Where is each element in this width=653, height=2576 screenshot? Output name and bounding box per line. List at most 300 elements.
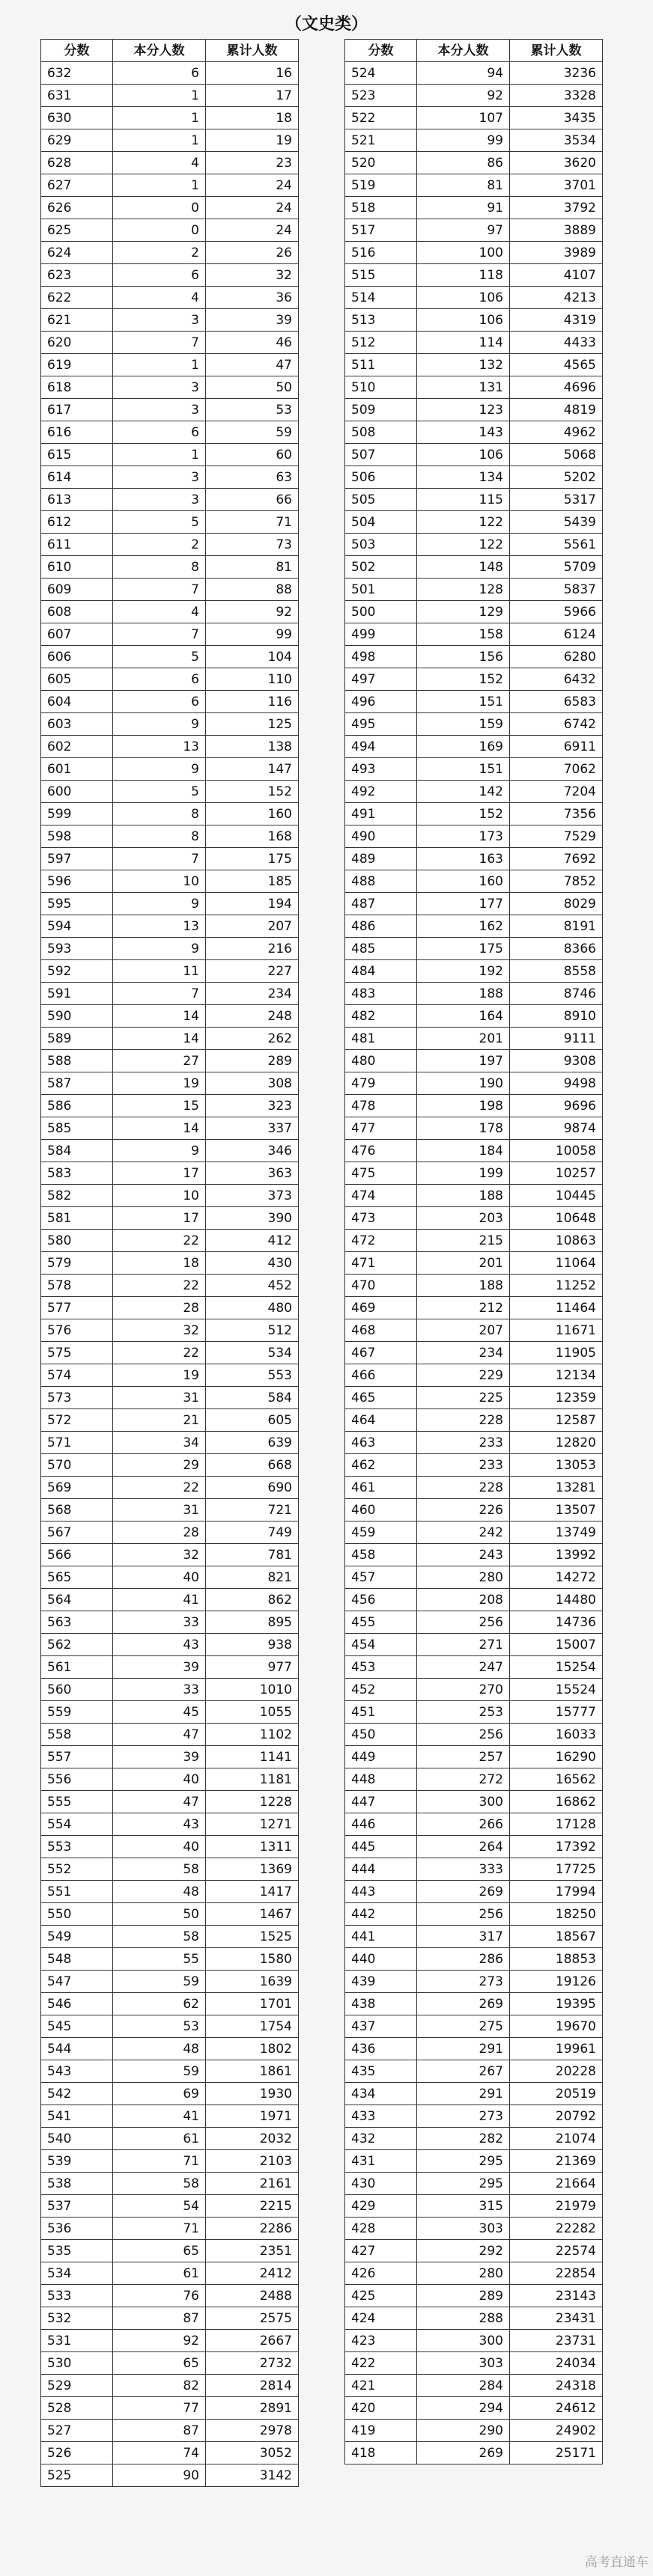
table-row	[345, 287, 603, 309]
table-row	[345, 1589, 603, 1611]
score-cell: 476	[345, 1140, 417, 1162]
cumulative-cell: 9498	[510, 1072, 603, 1095]
count-cell: 11	[113, 960, 206, 983]
cumulative-cell: 9874	[510, 1117, 603, 1140]
count-cell: 86	[417, 152, 510, 174]
score-cell: 460	[345, 1499, 417, 1522]
cumulative-cell: 781	[206, 1544, 299, 1566]
score-cell: 467	[345, 1342, 417, 1364]
count-cell: 62	[113, 1993, 206, 2015]
table-row	[345, 1207, 603, 1230]
table-row	[41, 534, 299, 556]
count-cell: 33	[113, 1679, 206, 1701]
cumulative-cell: 5317	[510, 489, 603, 511]
table-row	[41, 2330, 299, 2352]
table-row	[345, 1971, 603, 1993]
score-cell: 628	[41, 152, 113, 174]
count-cell: 4	[113, 287, 206, 309]
table-row	[41, 691, 299, 713]
table-row	[345, 354, 603, 376]
table-row	[41, 2464, 299, 2487]
cumulative-cell: 7852	[510, 870, 603, 893]
table-row	[41, 646, 299, 668]
count-cell: 76	[113, 2285, 206, 2307]
cumulative-cell: 2161	[206, 2173, 299, 2195]
count-cell: 162	[417, 915, 510, 938]
count-cell: 107	[417, 107, 510, 129]
table-row	[345, 2240, 603, 2262]
cumulative-cell: 4107	[510, 264, 603, 287]
score-cell: 473	[345, 1207, 417, 1230]
table-row	[41, 466, 299, 489]
cumulative-cell: 24612	[510, 2397, 603, 2420]
cumulative-cell: 21369	[510, 2150, 603, 2173]
score-cell: 463	[345, 1432, 417, 1454]
score-cell: 602	[41, 736, 113, 758]
cumulative-cell: 125	[206, 713, 299, 736]
table-row	[345, 1364, 603, 1387]
count-cell: 92	[113, 2330, 206, 2352]
cumulative-cell: 73	[206, 534, 299, 556]
cumulative-cell: 20228	[510, 2060, 603, 2083]
cumulative-cell: 639	[206, 1432, 299, 1454]
table-row	[345, 893, 603, 915]
score-cell: 455	[345, 1611, 417, 1634]
count-cell: 317	[417, 1926, 510, 1948]
score-cell: 496	[345, 691, 417, 713]
table-row	[41, 2442, 299, 2464]
table-row	[345, 668, 603, 691]
score-cell: 614	[41, 466, 113, 489]
cumulative-cell: 1754	[206, 2015, 299, 2038]
cumulative-cell: 18567	[510, 1926, 603, 1948]
table-row	[41, 1387, 299, 1409]
score-cell: 431	[345, 2150, 417, 2173]
table-row	[41, 2128, 299, 2150]
count-cell: 40	[113, 1836, 206, 1858]
score-cell: 557	[41, 1746, 113, 1768]
cumulative-cell: 749	[206, 1522, 299, 1544]
cumulative-cell: 337	[206, 1117, 299, 1140]
table-row	[41, 1589, 299, 1611]
cumulative-cell: 3792	[510, 197, 603, 219]
table-row	[41, 1297, 299, 1319]
table-row	[41, 1656, 299, 1679]
score-cell: 432	[345, 2128, 417, 2150]
cumulative-cell: 5966	[510, 601, 603, 623]
cumulative-cell: 4696	[510, 376, 603, 399]
cumulative-cell: 60	[206, 444, 299, 466]
count-cell: 1	[113, 107, 206, 129]
count-cell: 129	[417, 601, 510, 623]
count-cell: 9	[113, 758, 206, 781]
count-cell: 300	[417, 2330, 510, 2352]
count-cell: 269	[417, 2442, 510, 2464]
count-cell: 74	[113, 2442, 206, 2464]
count-cell: 288	[417, 2307, 510, 2330]
cumulative-cell: 22574	[510, 2240, 603, 2262]
count-cell: 203	[417, 1207, 510, 1230]
cumulative-cell: 2891	[206, 2397, 299, 2420]
count-cell: 9	[113, 938, 206, 960]
cumulative-cell: 66	[206, 489, 299, 511]
table-row	[345, 1836, 603, 1858]
cumulative-cell: 15007	[510, 1634, 603, 1656]
cumulative-cell: 6124	[510, 623, 603, 646]
score-cell: 454	[345, 1634, 417, 1656]
count-cell: 280	[417, 2262, 510, 2285]
count-cell: 303	[417, 2218, 510, 2240]
cumulative-cell: 721	[206, 1499, 299, 1522]
cumulative-cell: 104	[206, 646, 299, 668]
table-row	[41, 2352, 299, 2375]
table-row	[345, 129, 603, 152]
table-row	[345, 511, 603, 534]
score-cell: 618	[41, 376, 113, 399]
table-row	[41, 1319, 299, 1342]
count-cell: 29	[113, 1454, 206, 1477]
cumulative-cell: 17	[206, 85, 299, 107]
table-row	[345, 2105, 603, 2128]
score-cell: 610	[41, 556, 113, 579]
count-cell: 289	[417, 2285, 510, 2307]
score-cell: 558	[41, 1724, 113, 1746]
count-cell: 163	[417, 848, 510, 870]
table-row	[41, 2015, 299, 2038]
count-cell: 208	[417, 1589, 510, 1611]
score-cell: 621	[41, 309, 113, 332]
score-cell: 485	[345, 938, 417, 960]
table-row	[41, 848, 299, 870]
score-cell: 450	[345, 1724, 417, 1746]
count-cell: 280	[417, 1566, 510, 1589]
score-table-body	[345, 62, 603, 2464]
cumulative-cell: 8558	[510, 960, 603, 983]
count-cell: 22	[113, 1477, 206, 1499]
cumulative-cell: 7356	[510, 803, 603, 825]
count-cell: 17	[113, 1207, 206, 1230]
cumulative-cell: 289	[206, 1050, 299, 1072]
count-cell: 14	[113, 1028, 206, 1050]
table-row	[41, 1634, 299, 1656]
cumulative-cell: 116	[206, 691, 299, 713]
score-cell: 511	[345, 354, 417, 376]
score-cell: 484	[345, 960, 417, 983]
score-cell: 441	[345, 1926, 417, 1948]
cumulative-cell: 26	[206, 242, 299, 264]
score-cell: 615	[41, 444, 113, 466]
score-cell: 481	[345, 1028, 417, 1050]
score-cell: 619	[41, 354, 113, 376]
score-cell: 584	[41, 1140, 113, 1162]
table-row	[345, 1342, 603, 1364]
table-row	[41, 1499, 299, 1522]
cumulative-cell: 19126	[510, 1971, 603, 1993]
cumulative-cell: 19670	[510, 2015, 603, 2038]
table-row	[345, 421, 603, 444]
count-cell: 266	[417, 1813, 510, 1836]
cumulative-cell: 14480	[510, 1589, 603, 1611]
count-cell: 5	[113, 646, 206, 668]
count-cell: 106	[417, 287, 510, 309]
count-cell: 2	[113, 242, 206, 264]
cumulative-cell: 3701	[510, 174, 603, 197]
score-cell: 605	[41, 668, 113, 691]
table-row	[41, 915, 299, 938]
cumulative-cell: 2978	[206, 2420, 299, 2442]
count-cell: 226	[417, 1499, 510, 1522]
table-row	[41, 601, 299, 623]
score-cell: 574	[41, 1364, 113, 1387]
table-row	[345, 825, 603, 848]
table-row	[345, 2352, 603, 2375]
count-cell: 264	[417, 1836, 510, 1858]
cumulative-cell: 7692	[510, 848, 603, 870]
count-cell: 82	[113, 2375, 206, 2397]
score-cell: 591	[41, 983, 113, 1005]
score-cell: 446	[345, 1813, 417, 1836]
cumulative-cell: 17725	[510, 1858, 603, 1881]
table-row	[41, 1252, 299, 1275]
score-cell: 585	[41, 1117, 113, 1140]
table-row	[345, 2285, 603, 2307]
score-cell: 568	[41, 1499, 113, 1522]
table-row	[345, 376, 603, 399]
cumulative-cell: 3052	[206, 2442, 299, 2464]
score-cell: 593	[41, 938, 113, 960]
cumulative-cell: 5709	[510, 556, 603, 579]
cumulative-cell: 2732	[206, 2352, 299, 2375]
score-cell: 622	[41, 287, 113, 309]
table-row	[41, 1813, 299, 1836]
count-cell: 159	[417, 713, 510, 736]
cumulative-cell: 4819	[510, 399, 603, 421]
cumulative-cell: 19	[206, 129, 299, 152]
table-row	[345, 2173, 603, 2195]
score-cell: 611	[41, 534, 113, 556]
count-cell: 13	[113, 736, 206, 758]
cumulative-cell: 4565	[510, 354, 603, 376]
count-cell: 94	[417, 62, 510, 85]
score-cell: 475	[345, 1162, 417, 1185]
table-row	[41, 309, 299, 332]
header-score: 分数	[345, 40, 417, 62]
score-cell: 438	[345, 1993, 417, 2015]
table-row	[41, 1095, 299, 1117]
count-cell: 228	[417, 1409, 510, 1432]
score-cell: 598	[41, 825, 113, 848]
table-row	[41, 174, 299, 197]
count-cell: 270	[417, 1679, 510, 1701]
score-cell: 426	[345, 2262, 417, 2285]
count-cell: 315	[417, 2195, 510, 2218]
count-cell: 256	[417, 1611, 510, 1634]
count-cell: 6	[113, 62, 206, 85]
count-cell: 164	[417, 1005, 510, 1028]
table-row	[345, 174, 603, 197]
count-cell: 292	[417, 2240, 510, 2262]
page-title: （文史类）	[285, 15, 368, 34]
count-cell: 123	[417, 399, 510, 421]
count-cell: 271	[417, 1634, 510, 1656]
count-cell: 55	[113, 1948, 206, 1971]
count-cell: 10	[113, 1185, 206, 1207]
table-row	[345, 1791, 603, 1813]
cumulative-cell: 17392	[510, 1836, 603, 1858]
table-row	[345, 1926, 603, 1948]
count-cell: 0	[113, 197, 206, 219]
cumulative-cell: 185	[206, 870, 299, 893]
cumulative-cell: 18250	[510, 1903, 603, 1926]
cumulative-cell: 81	[206, 556, 299, 579]
score-cell: 609	[41, 579, 113, 601]
score-cell: 620	[41, 332, 113, 354]
cumulative-cell: 14272	[510, 1566, 603, 1589]
count-cell: 9	[113, 713, 206, 736]
count-cell: 4	[113, 152, 206, 174]
table-row	[41, 893, 299, 915]
table-row	[41, 1162, 299, 1185]
count-cell: 303	[417, 2352, 510, 2375]
score-cell: 520	[345, 152, 417, 174]
score-cell: 540	[41, 2128, 113, 2150]
table-row	[41, 1342, 299, 1364]
table-row	[41, 781, 299, 803]
count-cell: 333	[417, 1858, 510, 1881]
count-cell: 40	[113, 1566, 206, 1589]
table-row	[345, 1140, 603, 1162]
cumulative-cell: 46	[206, 332, 299, 354]
score-cell: 468	[345, 1319, 417, 1342]
count-cell: 47	[113, 1724, 206, 1746]
count-cell: 34	[113, 1432, 206, 1454]
table-row	[41, 579, 299, 601]
cumulative-cell: 6583	[510, 691, 603, 713]
cumulative-cell: 17994	[510, 1881, 603, 1903]
count-cell: 47	[113, 1791, 206, 1813]
score-cell: 453	[345, 1656, 417, 1679]
cumulative-cell: 59	[206, 421, 299, 444]
table-row	[345, 85, 603, 107]
count-cell: 22	[113, 1275, 206, 1297]
cumulative-cell: 16033	[510, 1724, 603, 1746]
score-cell: 601	[41, 758, 113, 781]
table-row	[41, 264, 299, 287]
cumulative-cell: 1228	[206, 1791, 299, 1813]
count-cell: 134	[417, 466, 510, 489]
cumulative-cell: 11252	[510, 1275, 603, 1297]
cumulative-cell: 24318	[510, 2375, 603, 2397]
score-cell: 541	[41, 2105, 113, 2128]
count-cell: 45	[113, 1701, 206, 1724]
score-cell: 538	[41, 2173, 113, 2195]
table-row	[345, 983, 603, 1005]
count-cell: 59	[113, 1971, 206, 1993]
score-cell: 459	[345, 1522, 417, 1544]
count-cell: 48	[113, 2038, 206, 2060]
score-cell: 451	[345, 1701, 417, 1724]
cumulative-cell: 534	[206, 1342, 299, 1364]
score-cell: 604	[41, 691, 113, 713]
cumulative-cell: 1971	[206, 2105, 299, 2128]
score-cell: 537	[41, 2195, 113, 2218]
score-cell: 587	[41, 1072, 113, 1095]
score-cell: 469	[345, 1297, 417, 1319]
table-row	[345, 1611, 603, 1634]
score-cell: 632	[41, 62, 113, 85]
score-cell: 527	[41, 2420, 113, 2442]
cumulative-cell: 20519	[510, 2083, 603, 2105]
table-row	[41, 960, 299, 983]
table-row	[345, 1701, 603, 1724]
count-cell: 122	[417, 511, 510, 534]
count-cell: 128	[417, 579, 510, 601]
score-cell: 461	[345, 1477, 417, 1499]
cumulative-cell: 99	[206, 623, 299, 646]
table-row	[41, 1903, 299, 1926]
table-row	[41, 1544, 299, 1566]
count-cell: 7	[113, 983, 206, 1005]
score-cell: 608	[41, 601, 113, 623]
table-row	[41, 1117, 299, 1140]
count-cell: 7	[113, 623, 206, 646]
cumulative-cell: 3236	[510, 62, 603, 85]
score-cell: 562	[41, 1634, 113, 1656]
table-row	[345, 1028, 603, 1050]
count-cell: 50	[113, 1903, 206, 1926]
count-cell: 1	[113, 444, 206, 466]
cumulative-cell: 11671	[510, 1319, 603, 1342]
table-row	[345, 601, 603, 623]
count-cell: 7	[113, 332, 206, 354]
cumulative-cell: 12820	[510, 1432, 603, 1454]
table-row	[345, 1656, 603, 1679]
table-row	[345, 1432, 603, 1454]
cumulative-cell: 5561	[510, 534, 603, 556]
score-cell: 592	[41, 960, 113, 983]
score-cell: 462	[345, 1454, 417, 1477]
score-cell: 625	[41, 219, 113, 242]
cumulative-cell: 308	[206, 1072, 299, 1095]
table-row	[41, 2397, 299, 2420]
table-row	[345, 848, 603, 870]
count-cell: 5	[113, 781, 206, 803]
cumulative-cell: 23143	[510, 2285, 603, 2307]
cumulative-cell: 690	[206, 1477, 299, 1499]
cumulative-cell: 152	[206, 781, 299, 803]
score-cell: 588	[41, 1050, 113, 1072]
count-cell: 190	[417, 1072, 510, 1095]
table-row	[345, 556, 603, 579]
score-cell: 443	[345, 1881, 417, 1903]
count-cell: 1	[113, 174, 206, 197]
cumulative-cell: 1580	[206, 1948, 299, 1971]
count-cell: 295	[417, 2173, 510, 2195]
score-cell: 599	[41, 803, 113, 825]
table-row	[345, 960, 603, 983]
cumulative-cell: 895	[206, 1611, 299, 1634]
count-cell: 106	[417, 444, 510, 466]
score-cell: 479	[345, 1072, 417, 1095]
score-cell: 595	[41, 893, 113, 915]
cumulative-cell: 160	[206, 803, 299, 825]
count-cell: 91	[417, 197, 510, 219]
table-row	[41, 2083, 299, 2105]
score-cell: 539	[41, 2150, 113, 2173]
count-cell: 53	[113, 2015, 206, 2038]
score-cell: 503	[345, 534, 417, 556]
score-cell: 419	[345, 2420, 417, 2442]
